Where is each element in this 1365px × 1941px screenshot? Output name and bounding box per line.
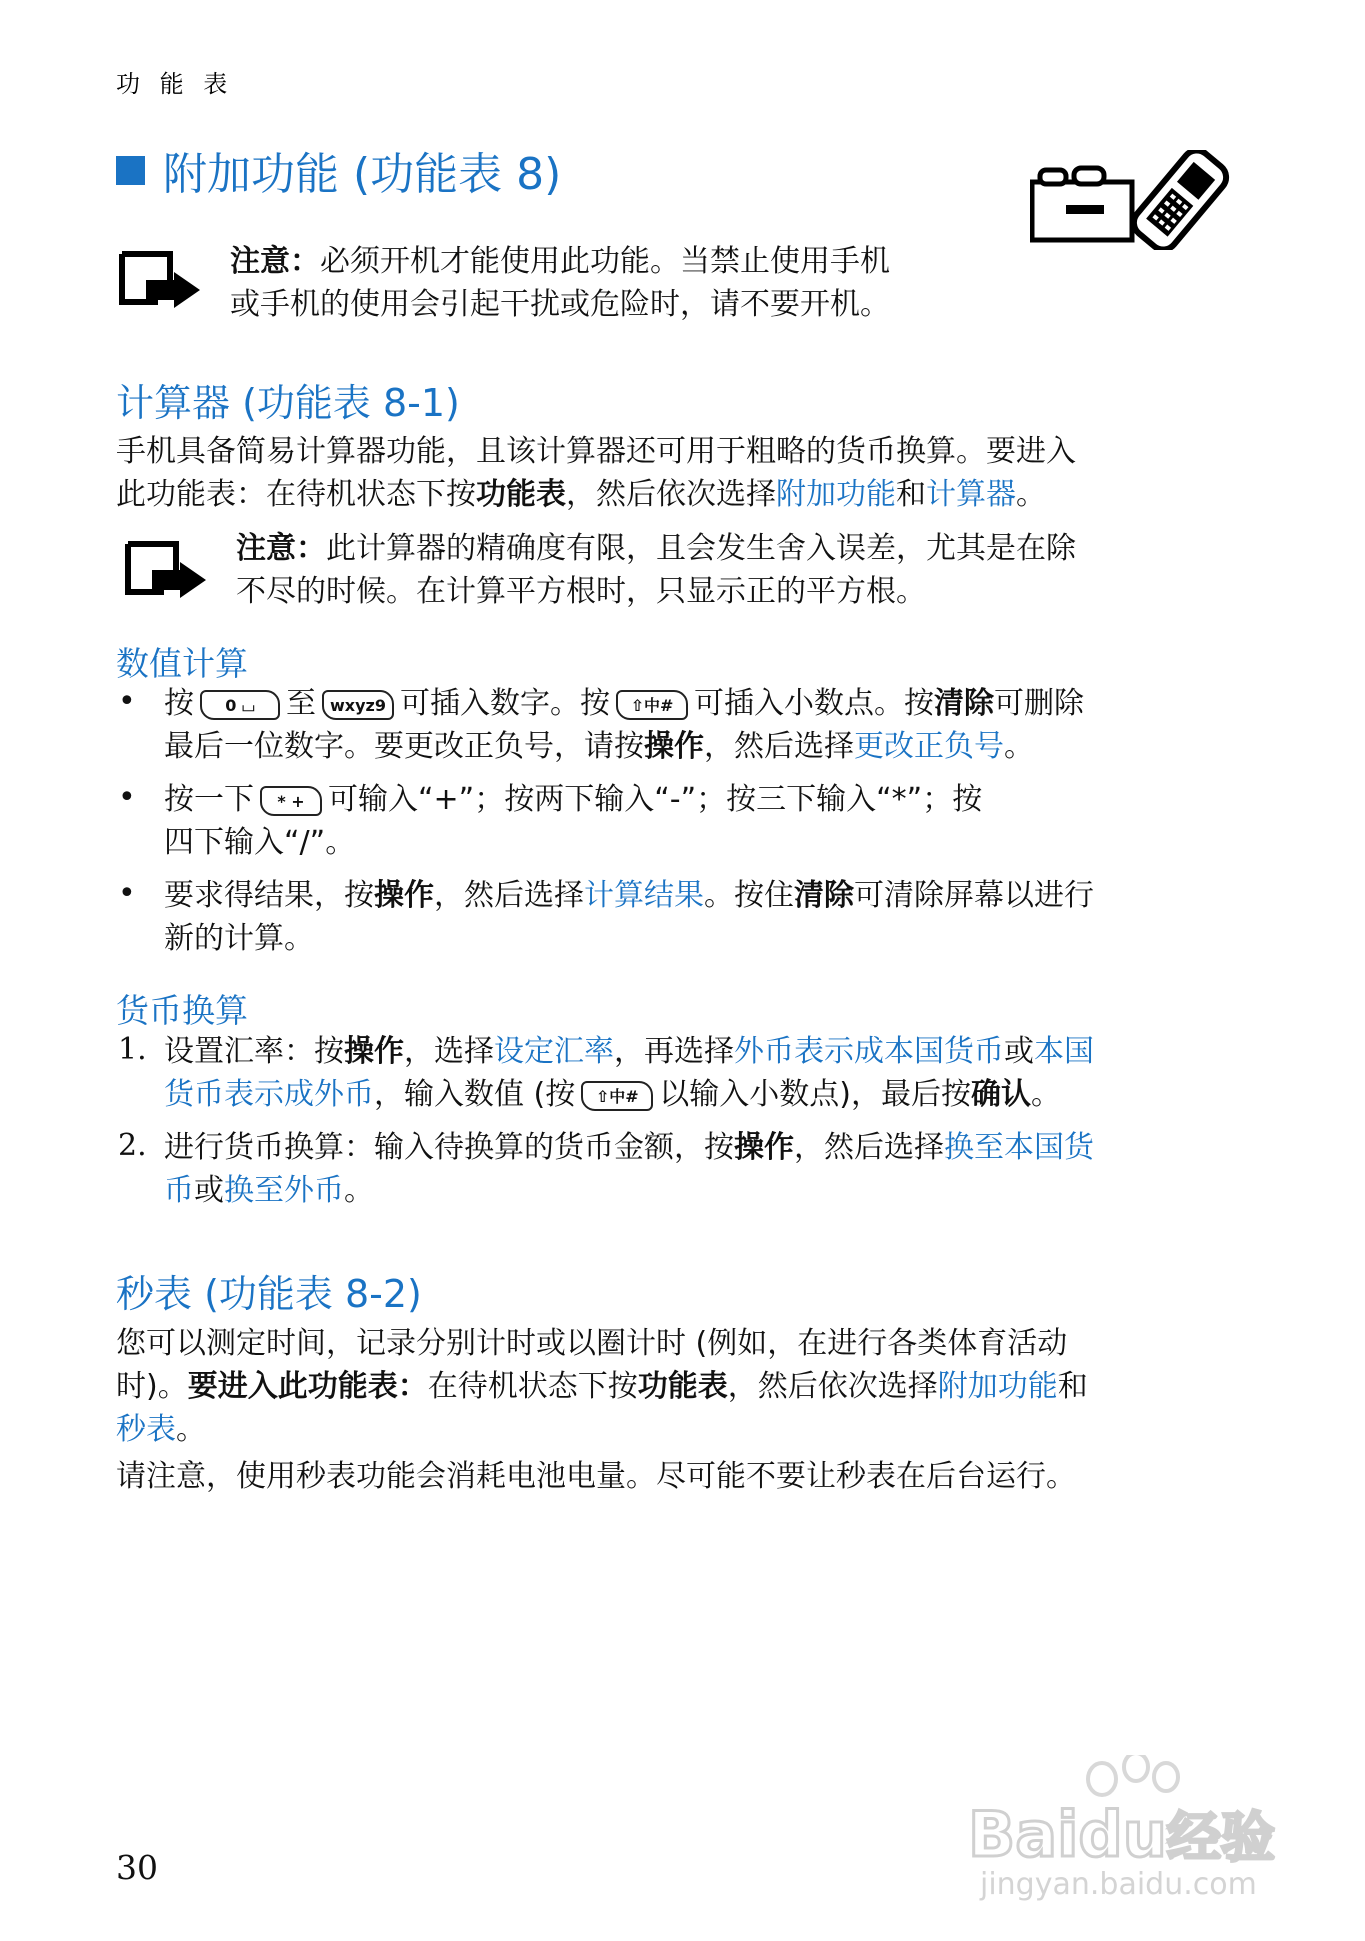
text-run: 和 bbox=[896, 477, 926, 512]
menu-term: 要进入此功能表： bbox=[187, 1369, 428, 1404]
text-run: 或 bbox=[1004, 1034, 1034, 1069]
text-run: 。 bbox=[1016, 477, 1046, 512]
text-run: 按一下 bbox=[164, 782, 254, 817]
watermark-brand: Bai bbox=[968, 1798, 1079, 1871]
text-run: 或 bbox=[194, 1173, 224, 1208]
text-run: 。 bbox=[176, 1412, 206, 1447]
text-run: 。 bbox=[1030, 1077, 1061, 1112]
hash-key-icon: ⇧中# bbox=[581, 1081, 653, 1111]
list-item bbox=[164, 1126, 1094, 1212]
note-line: 必须开机才能使用此功能。当禁止使用手机 bbox=[320, 244, 890, 279]
menu-option: 外币表示成本国货币 bbox=[734, 1034, 1004, 1069]
note-line: 或手机的使用会引起干扰或危险时，请不要开机。 bbox=[230, 287, 890, 322]
page-title bbox=[116, 138, 561, 202]
menu-term: 操作 bbox=[734, 1130, 794, 1165]
menu-term: 操作 bbox=[374, 878, 434, 913]
text-run: 可插入数字。按 bbox=[400, 686, 610, 721]
text-run: 要求得结果，按 bbox=[164, 878, 374, 913]
section-heading-calculator: 计算器 (功能表 8-1) bbox=[116, 381, 460, 425]
note-label: 注意： bbox=[236, 531, 326, 566]
list-item bbox=[164, 874, 1094, 960]
section-heading-stopwatch: 秒表 (功能表 8-2) bbox=[116, 1272, 422, 1316]
stopwatch-battery-note bbox=[116, 1455, 1076, 1498]
menu-option: 货币表示成外币 bbox=[164, 1077, 374, 1112]
stopwatch-intro bbox=[116, 1322, 1088, 1451]
baidu-watermark bbox=[960, 1755, 1290, 1905]
watermark-brand: du bbox=[1078, 1798, 1167, 1871]
text-run: 可插入小数点。按 bbox=[694, 686, 934, 721]
text-run: 进行货币换算：输入待换算的货币金额，按 bbox=[164, 1130, 734, 1165]
text-run: 时)。 bbox=[116, 1369, 188, 1404]
text-run: ，再选择 bbox=[614, 1034, 734, 1069]
note-text bbox=[230, 240, 890, 326]
menu-term: 功能表 bbox=[637, 1369, 728, 1404]
nine-key-icon: wxyz9 bbox=[322, 690, 394, 720]
menu-option: 更改正负号 bbox=[854, 729, 1004, 764]
list-item bbox=[164, 682, 1084, 768]
step-number: 1. bbox=[118, 1032, 147, 1067]
text-run: 以输入小数点)，最后按 bbox=[659, 1077, 971, 1112]
menu-option: 本国 bbox=[1034, 1034, 1094, 1069]
text-run: ，然后依次选择 bbox=[727, 1369, 938, 1404]
bullet: • bbox=[118, 780, 136, 815]
note-line: 不尽的时候。在计算平方根时，只显示正的平方根。 bbox=[236, 574, 926, 609]
menu-option: 换至本国货 bbox=[944, 1130, 1094, 1165]
list-item bbox=[164, 778, 982, 864]
paragraph-line: 请注意，使用秒表功能会消耗电池电量。尽可能不要让秒表在后台运行。 bbox=[116, 1459, 1076, 1494]
menu-term: 清除 bbox=[794, 878, 854, 913]
text-run: 四下输入“/”。 bbox=[164, 825, 356, 860]
paragraph-line: 您可以测定时间，记录分别计时或以圈计时 (例如，在进行各类体育活动 bbox=[116, 1326, 1068, 1361]
watermark-url: jingyan.baidu.com bbox=[980, 1867, 1257, 1902]
text-run: ，然后选择 bbox=[794, 1130, 944, 1165]
note-icon bbox=[118, 250, 202, 314]
text-run: 和 bbox=[1057, 1369, 1088, 1404]
text-run: ，然后选择 bbox=[704, 729, 854, 764]
zero-key-icon: 0 ⌴ bbox=[200, 690, 280, 720]
text-run: 最后一位数字。要更改正负号，请按 bbox=[164, 729, 644, 764]
bullet: • bbox=[118, 684, 136, 719]
star-key-icon: * + bbox=[260, 786, 322, 816]
menu-option: 秒表 bbox=[116, 1412, 176, 1447]
text-run: 在待机状态下按 bbox=[427, 1369, 638, 1404]
bullet: • bbox=[118, 876, 136, 911]
text-run: 设置汇率：按 bbox=[164, 1034, 344, 1069]
square-bullet-icon bbox=[116, 156, 145, 185]
menu-term: 操作 bbox=[644, 729, 704, 764]
text-run: ，输入数值 (按 bbox=[374, 1077, 576, 1112]
text-run: ，选择 bbox=[404, 1034, 494, 1069]
subsection-heading-numeric: 数值计算 bbox=[116, 644, 248, 683]
note-label: 注意： bbox=[230, 244, 320, 279]
menu-option: 计算器 bbox=[926, 477, 1016, 512]
text-run: ，然后依次选择 bbox=[566, 477, 776, 512]
calculator-intro bbox=[116, 430, 1076, 516]
text-run: 。按住 bbox=[704, 878, 794, 913]
menu-term: 清除 bbox=[934, 686, 994, 721]
text-run: 。 bbox=[344, 1173, 374, 1208]
text-run: 可输入“+”；按两下输入“-”；按三下输入“*”；按 bbox=[328, 782, 983, 817]
note-text bbox=[236, 527, 1076, 613]
text-run: 新的计算。 bbox=[164, 921, 314, 956]
menu-option: 币 bbox=[164, 1173, 194, 1208]
menu-term: 功能表 bbox=[476, 477, 566, 512]
list-item bbox=[164, 1030, 1094, 1116]
note-icon bbox=[124, 540, 208, 604]
menu-option: 设定汇率 bbox=[494, 1034, 614, 1069]
subsection-heading-currency: 货币换算 bbox=[116, 991, 248, 1030]
text-run: ，然后选择 bbox=[434, 878, 584, 913]
text-run: 可删除 bbox=[994, 686, 1084, 721]
extras-phone-icon bbox=[1030, 150, 1230, 250]
page-number: 30 bbox=[116, 1848, 158, 1887]
menu-option: 计算结果 bbox=[584, 878, 704, 913]
hash-key-icon: ⇧中# bbox=[616, 690, 688, 720]
menu-option: 换至外币 bbox=[224, 1173, 344, 1208]
text-run: 可清除屏幕以进行 bbox=[854, 878, 1094, 913]
menu-term: 确认 bbox=[970, 1077, 1031, 1112]
running-header: 功 能 表 bbox=[116, 70, 234, 98]
page-title-text: 附加功能 (功能表 8) bbox=[163, 149, 562, 200]
menu-term: 操作 bbox=[344, 1034, 404, 1069]
text-run: 至 bbox=[286, 686, 316, 721]
menu-option: 附加功能 bbox=[937, 1369, 1058, 1404]
menu-option: 附加功能 bbox=[776, 477, 896, 512]
step-number: 2. bbox=[118, 1128, 147, 1163]
paragraph-line: 手机具备简易计算器功能，且该计算器还可用于粗略的货币换算。要进入 bbox=[116, 434, 1076, 469]
watermark-cn: 经验 bbox=[1166, 1806, 1275, 1869]
text-run: 按 bbox=[164, 686, 194, 721]
text-run: 。 bbox=[1004, 729, 1034, 764]
text-run: 此功能表：在待机状态下按 bbox=[116, 477, 476, 512]
note-line: 此计算器的精确度有限，且会发生舍入误差，尤其是在除 bbox=[326, 531, 1076, 566]
